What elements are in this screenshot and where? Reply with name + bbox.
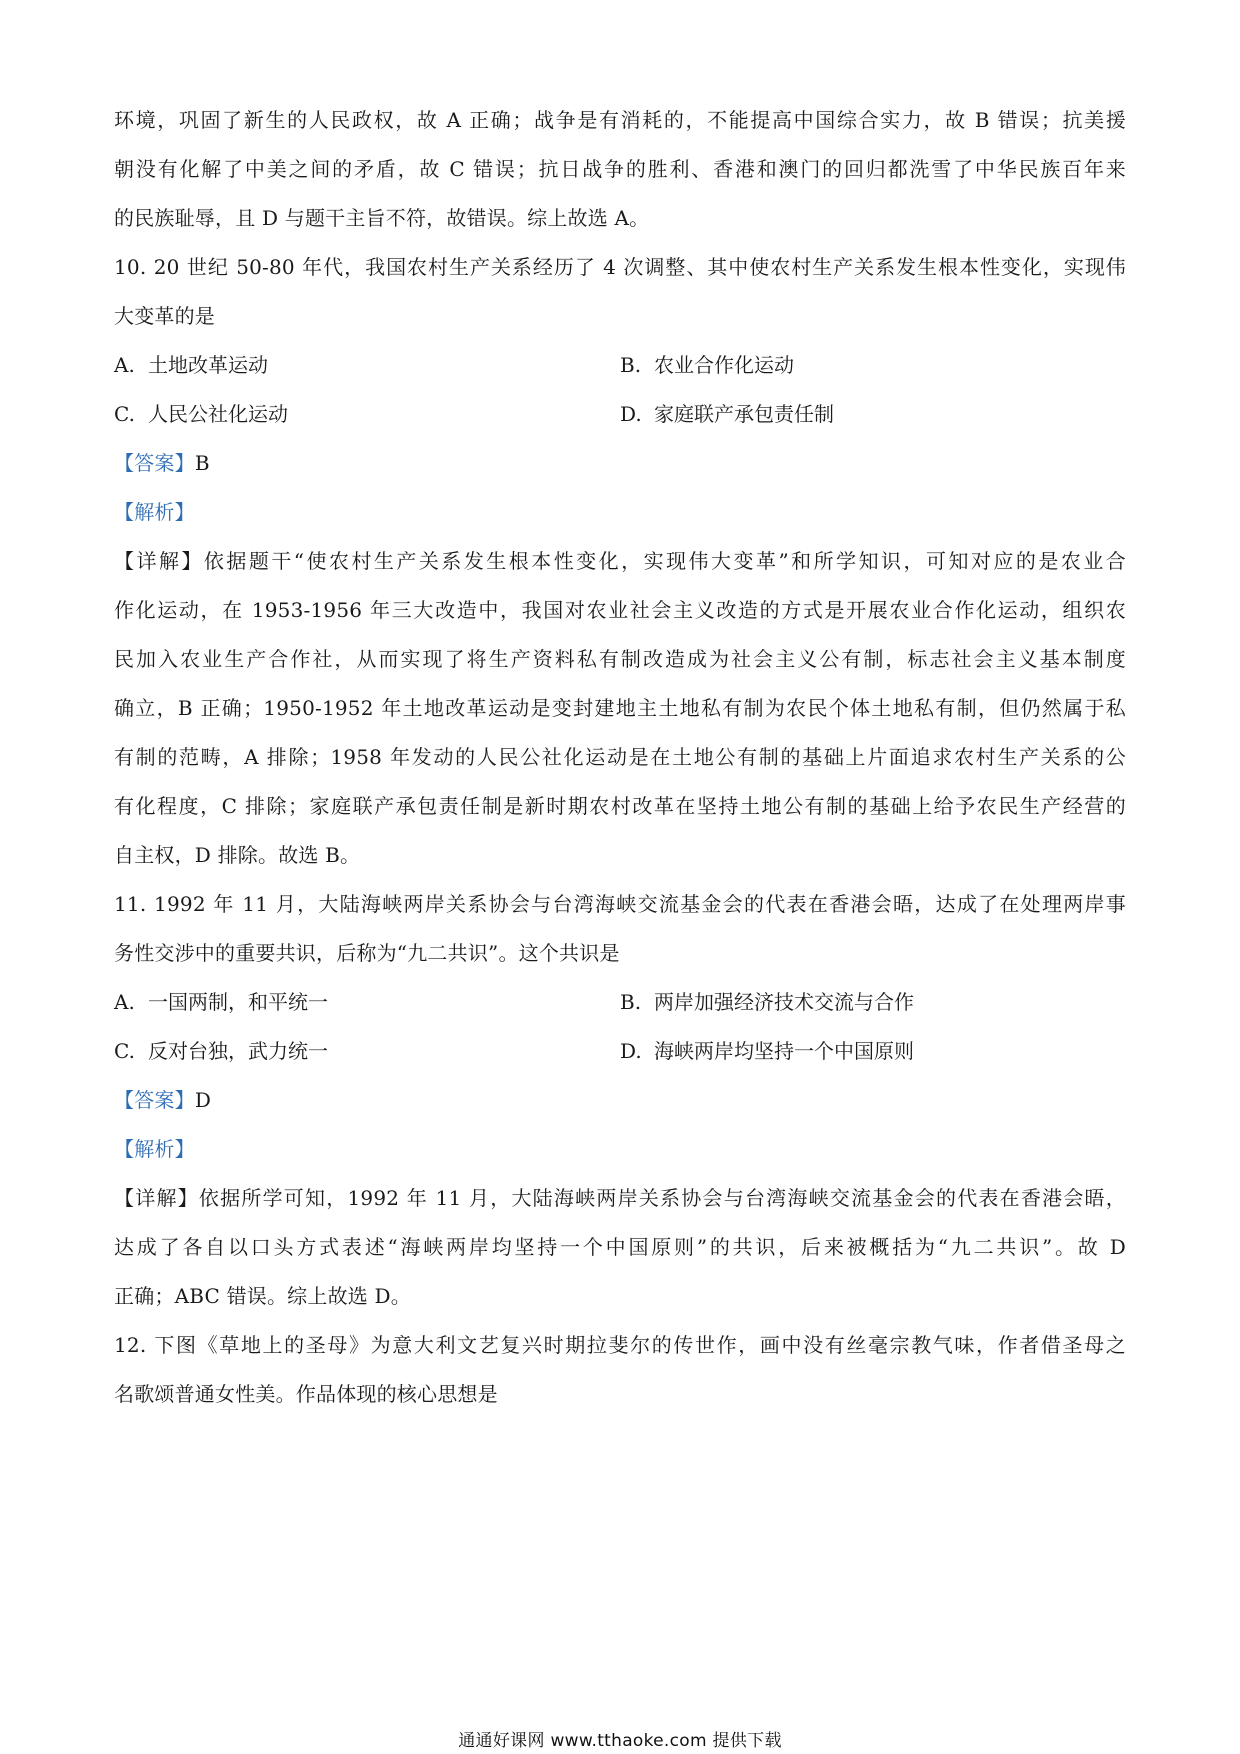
q11-option-c (114, 1027, 328, 1076)
detail-line: 达成了各自以口头方式表述“海峡两岸均坚持一个中国原则”的共识，后来被概括为“九二共识”。故 D (114, 1235, 1126, 1259)
option-text: 海峡两岸均坚持一个中国原则 (654, 1039, 914, 1063)
q10-detail (114, 537, 1126, 880)
option-text: 农业合作化运动 (654, 353, 794, 377)
question-10 (114, 243, 1126, 341)
q10-answer (114, 439, 1126, 488)
option-text: 一国两制，和平统一 (148, 990, 328, 1014)
option-letter: A. (114, 990, 135, 1014)
answer-label: 【答案】 (114, 451, 195, 475)
text-line: 的民族耻辱，且 D 与题干主旨不符，故错误。综上故选 A。 (114, 206, 650, 230)
detail-line: 有制的范畴，A 排除；1958 年发动的人民公社化运动是在土地公有制的基础上片面追求农村生产关系的公 (114, 745, 1126, 769)
analysis-label: 【解析】 (114, 1137, 195, 1161)
prev-explanation-continuation (114, 96, 1126, 243)
option-letter: A. (114, 353, 135, 377)
q11-analysis-heading (114, 1125, 1126, 1174)
option-letter: C. (114, 402, 135, 426)
question-stem-line: 11. 1992 年 11 月，大陆海峡两岸关系协会与台湾海峡交流基金会的代表在香港会晤，达成了在处理两岸事 (114, 892, 1126, 916)
question-stem-line: 大变革的是 (114, 304, 215, 328)
detail-line: 正确；ABC 错误。综上故选 D。 (114, 1284, 411, 1308)
question-stem-line: 务性交涉中的重要共识，后称为“九二共识”。这个共识是 (114, 941, 620, 965)
q10-option-a (114, 341, 268, 390)
q11-options-row-1 (114, 978, 1126, 1027)
detail-line: 有化程度，C 排除；家庭联产承包责任制是新时期农村改革在坚持土地公有制的基础上给予农民生产经营的 (114, 794, 1126, 818)
q10-analysis-heading (114, 488, 1126, 537)
detail-text: 依据题干“使农村生产关系发生根本性变化，实现伟大变革”和所学知识，可知对应的是农业合 (203, 549, 1126, 573)
q11-option-a (114, 978, 328, 1027)
answer-value: D (194, 1088, 212, 1112)
answer-label: 【答案】 (114, 1088, 195, 1112)
detail-line: 民加入农业生产合作社，从而实现了将生产资料私有制改造成为社会主义公有制，标志社会主义基本制度 (114, 647, 1126, 671)
option-text: 人民公社化运动 (148, 402, 288, 426)
q10-options-row-2 (114, 390, 1126, 439)
question-stem-line: 10. 20 世纪 50-80 年代，我国农村生产关系经历了 4 次调整、其中使农村生产关系发生根本性变化，实现伟 (114, 255, 1126, 279)
question-12 (114, 1321, 1126, 1419)
detail-line: 自主权，D 排除。故选 B。 (114, 843, 361, 867)
q11-options-row-2 (114, 1027, 1126, 1076)
question-11 (114, 880, 1126, 978)
answer-value: B (194, 451, 210, 475)
q10-options-row-1 (114, 341, 1126, 390)
detail-line: 作化运动，在 1953-1956 年三大改造中，我国对农业社会主义改造的方式是开展农业合作化运动，组织农 (114, 598, 1126, 622)
analysis-label: 【解析】 (114, 500, 195, 524)
option-text: 家庭联产承包责任制 (654, 402, 834, 426)
question-stem-line: 名歌颂普通女性美。作品体现的核心思想是 (114, 1382, 498, 1406)
option-text: 两岸加强经济技术交流与合作 (654, 990, 914, 1014)
page-content (114, 96, 1126, 1419)
q10-option-b (620, 341, 794, 390)
detail-line: 确立，B 正确；1950-1952 年土地改革运动是变封建地主土地私有制为农民个体土地私有制，但仍然属于私 (114, 696, 1126, 720)
option-letter: B. (620, 990, 642, 1014)
question-stem-line: 12. 下图《草地上的圣母》为意大利文艺复兴时期拉斐尔的传世作，画中没有丝毫宗教气味，作者借圣母之 (114, 1333, 1126, 1357)
page-footer: 通通好课网 www.tthaoke.com 提供下载 (458, 1731, 782, 1751)
text-line: 环境，巩固了新生的人民政权，故 A 正确；战争是有消耗的，不能提高中国综合实力，故 B 错误；抗美援 (114, 108, 1126, 132)
text-line: 朝没有化解了中美之间的矛盾，故 C 错误；抗日战争的胜利、香港和澳门的回归都洗雪了中华民族百年来 (114, 157, 1126, 181)
option-text: 反对台独，武力统一 (148, 1039, 328, 1063)
q11-answer (114, 1076, 1126, 1125)
detail-label: 【详解】 (114, 1186, 199, 1210)
q10-option-d (620, 390, 834, 439)
option-letter: D. (620, 1039, 642, 1063)
detail-text: 依据所学可知，1992 年 11 月，大陆海峡两岸关系协会与台湾海峡交流基金会的代表在香港会晤， (198, 1186, 1126, 1210)
detail-label: 【详解】 (114, 549, 204, 573)
detail-line (114, 537, 1126, 586)
q11-option-b (620, 978, 914, 1027)
option-text: 土地改革运动 (148, 353, 268, 377)
q11-detail (114, 1174, 1126, 1321)
q11-option-d (620, 1027, 914, 1076)
option-letter: B. (620, 353, 642, 377)
option-letter: C. (114, 1039, 135, 1063)
detail-line (114, 1174, 1126, 1223)
option-letter: D. (620, 402, 642, 426)
q10-option-c (114, 390, 288, 439)
